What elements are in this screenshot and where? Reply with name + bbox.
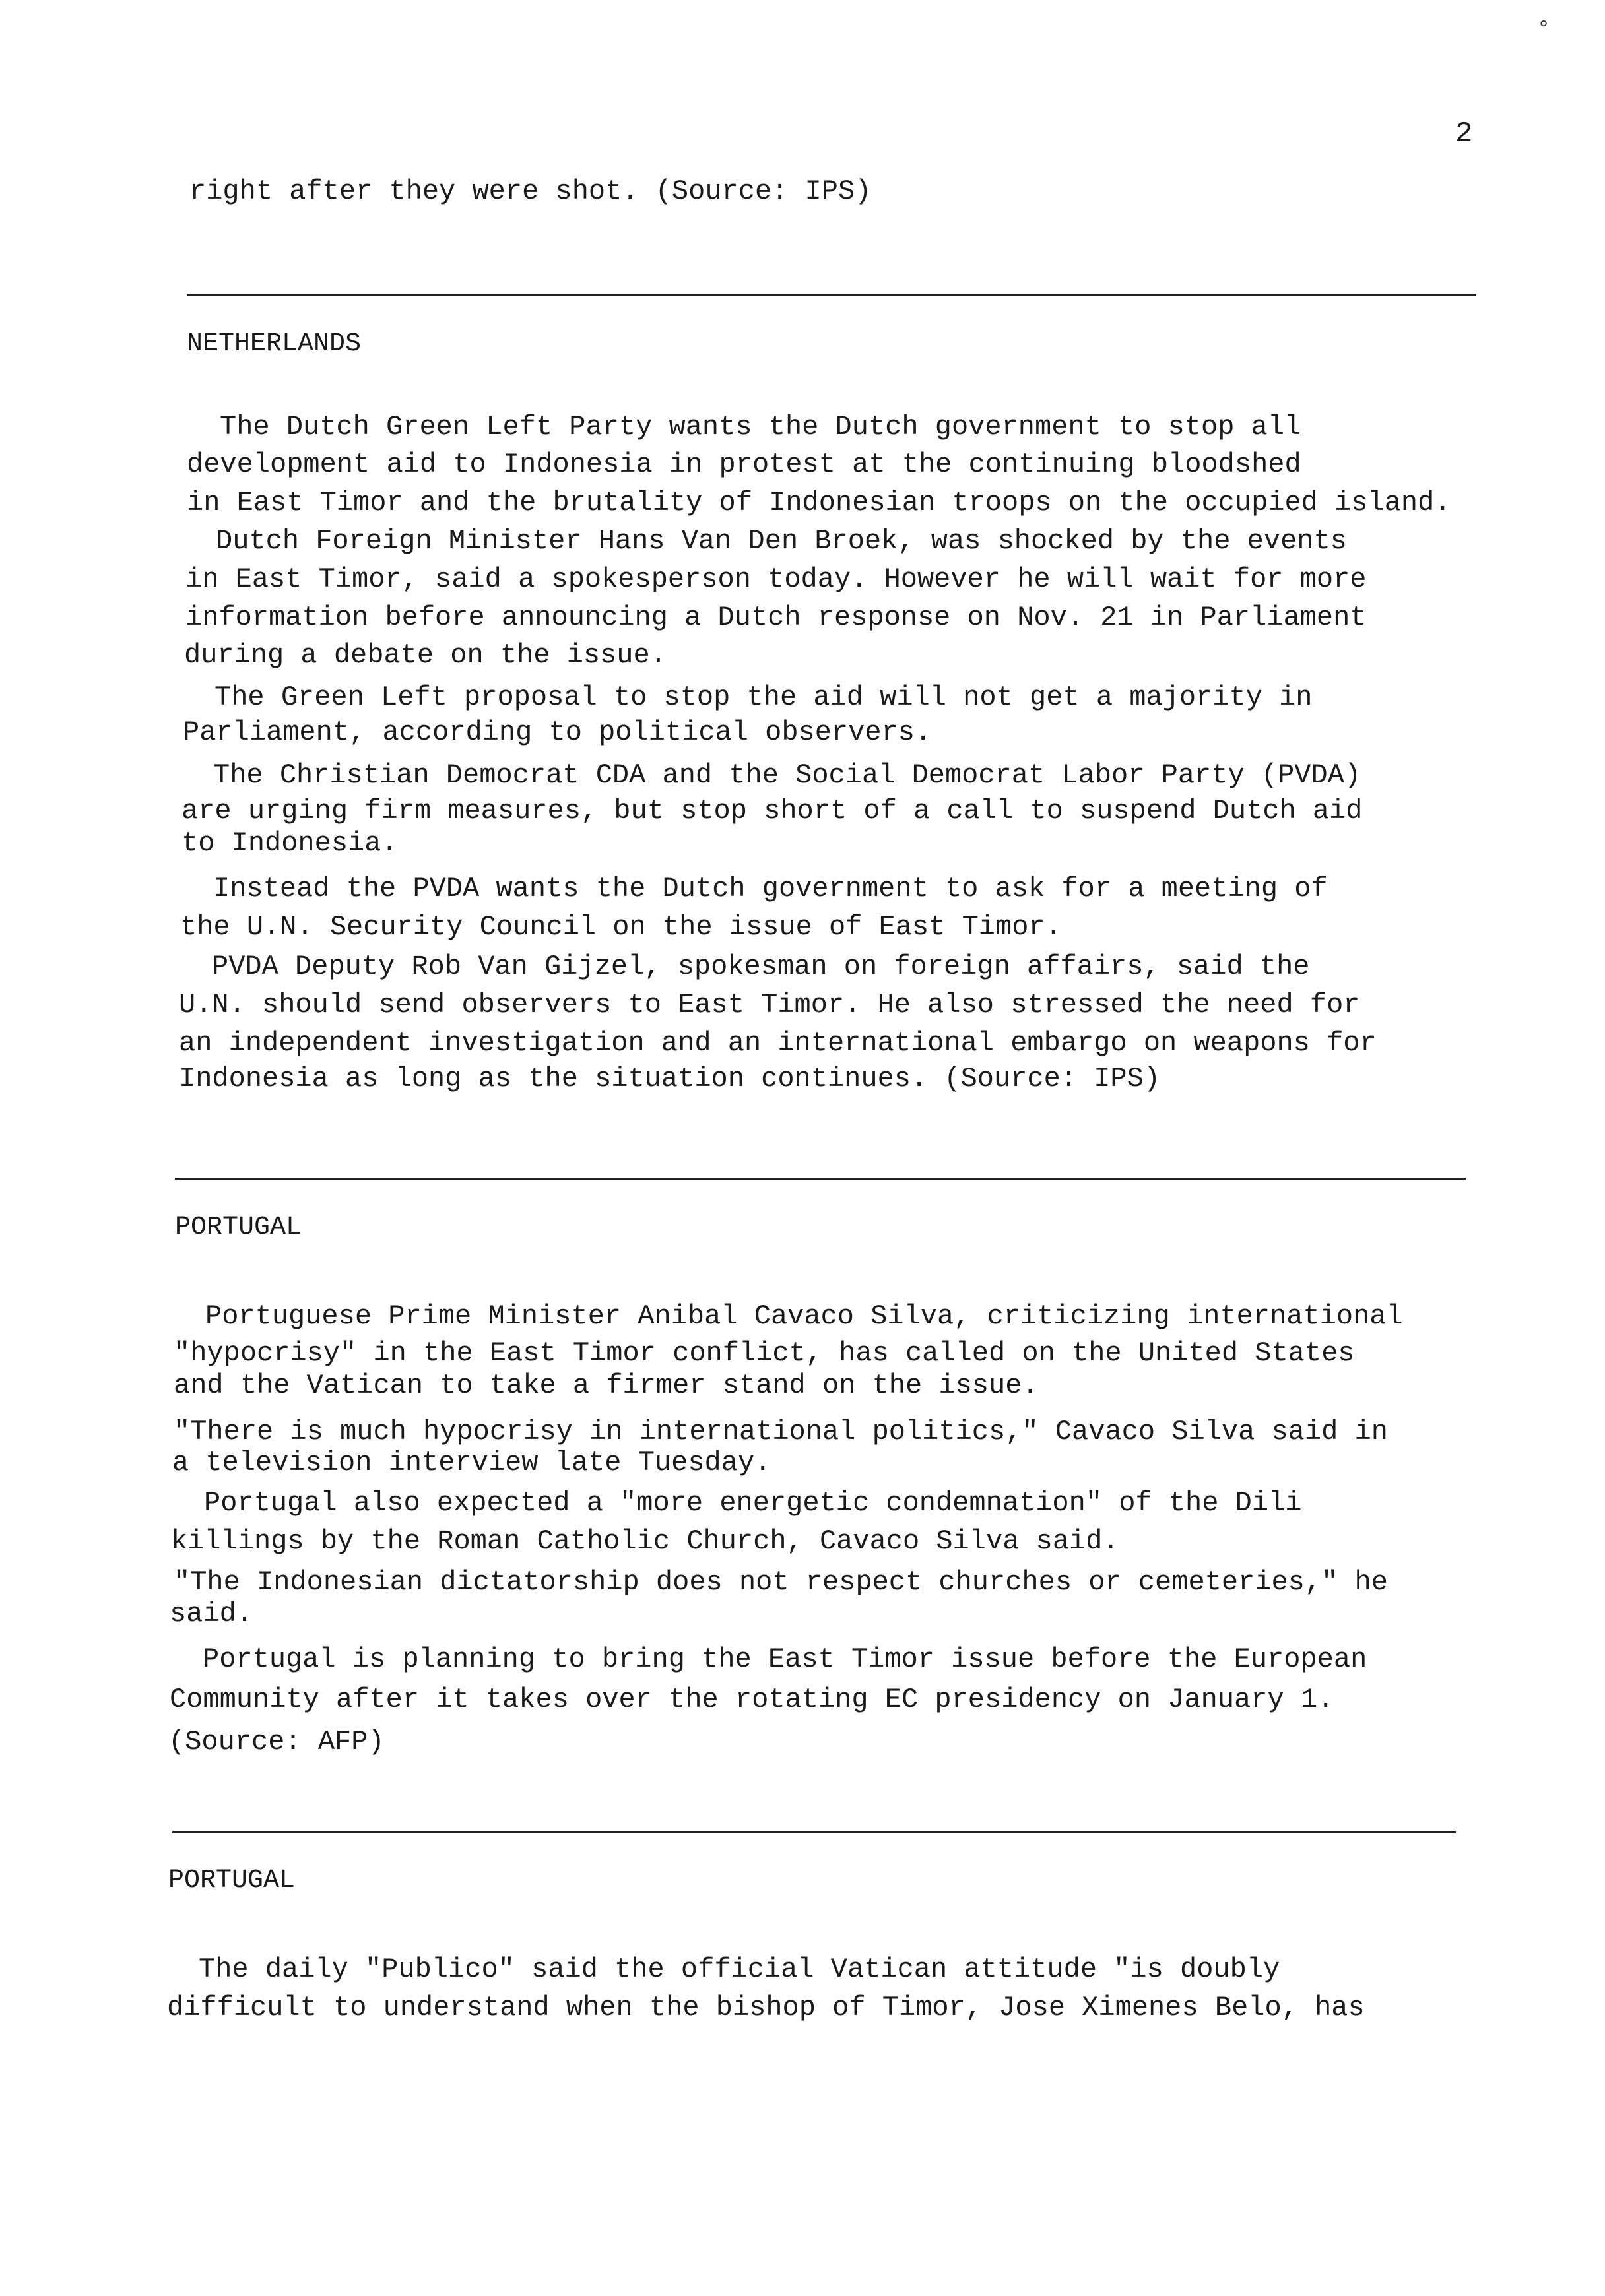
- page-number: 2: [1455, 117, 1473, 150]
- text-line: are urging firm measures, but stop short of a call to suspend Dutch aid: [181, 795, 1363, 827]
- text-line: PVDA Deputy Rob Van Gijzel, spokesman on foreign affairs, said the: [212, 951, 1310, 982]
- section-heading: PORTUGAL: [175, 1213, 302, 1242]
- text-line: "hypocrisy" in the East Timor conflict, has called on the United States: [174, 1337, 1355, 1369]
- section-heading: PORTUGAL: [168, 1866, 296, 1896]
- section-divider: [187, 294, 1476, 296]
- text-line: The daily "Publico" said the official Vatican attitude "is doubly: [199, 1954, 1280, 1985]
- text-line: killings by the Roman Catholic Church, Cavaco Silva said.: [171, 1525, 1119, 1557]
- text-line: in East Timor, said a spokesperson today. However he will wait for more: [185, 563, 1367, 595]
- text-line: Indonesia as long as the situation continues. (Source: IPS): [179, 1063, 1161, 1095]
- text-line: the U.N. Security Council on the issue of East Timor.: [180, 911, 1062, 943]
- text-line: Community after it takes over the rotating EC presidency on January 1.: [170, 1684, 1334, 1715]
- text-line: Parliament, according to political observers.: [183, 717, 932, 748]
- text-line: Portugal is planning to bring the East Timor issue before the European: [203, 1643, 1367, 1675]
- text-line: The Dutch Green Left Party wants the Dutch government to stop all: [220, 411, 1301, 443]
- section-divider: [172, 1831, 1456, 1833]
- text-line: Instead the PVDA wants the Dutch government to ask for a meeting of: [213, 873, 1328, 905]
- text-line: said.: [170, 1598, 253, 1630]
- section-heading: NETHERLANDS: [187, 329, 362, 359]
- text-line: Portugal also expected a "more energetic condemnation" of the Dili: [204, 1487, 1302, 1519]
- text-line: a television interview late Tuesday.: [172, 1447, 771, 1479]
- text-line: The Green Left proposal to stop the aid will not get a majority in: [214, 682, 1313, 713]
- text-line: development aid to Indonesia in protest at the continuing bloodshed: [187, 449, 1301, 480]
- text-line: The Christian Democrat CDA and the Social Democrat Labor Party (PVDA): [213, 759, 1361, 791]
- text-line: information before announcing a Dutch response on Nov. 21 in Parliament: [185, 602, 1367, 633]
- text-line: to Indonesia.: [181, 827, 398, 859]
- text-line: during a debate on the issue.: [184, 639, 667, 671]
- text-line: U.N. should send observers to East Timor. He also stressed the need for: [179, 989, 1360, 1021]
- text-line: "There is much hypocrisy in international politics," Cavaco Silva said in: [174, 1416, 1388, 1448]
- scan-mark: ∘: [1538, 14, 1550, 36]
- text-line: "The Indonesian dictatorship does not respect churches or cemeteries," he: [174, 1566, 1388, 1598]
- text-line: difficult to understand when the bishop of Timor, Jose Ximenes Belo, has: [167, 1992, 1365, 2024]
- text-line: Portuguese Prime Minister Anibal Cavaco Silva, criticizing international: [205, 1300, 1403, 1332]
- text-line: and the Vatican to take a firmer stand on the issue.: [174, 1370, 1039, 1401]
- text-line: (Source: AFP): [168, 1726, 385, 1758]
- intro-line: right after they were shot. (Source: IPS): [189, 175, 872, 207]
- text-line: Dutch Foreign Minister Hans Van Den Broek, was shocked by the events: [216, 525, 1347, 557]
- text-line: an independent investigation and an international embargo on weapons for: [179, 1027, 1377, 1059]
- text-line: in East Timor and the brutality of Indonesian troops on the occupied island.: [187, 487, 1451, 519]
- section-divider: [175, 1178, 1466, 1180]
